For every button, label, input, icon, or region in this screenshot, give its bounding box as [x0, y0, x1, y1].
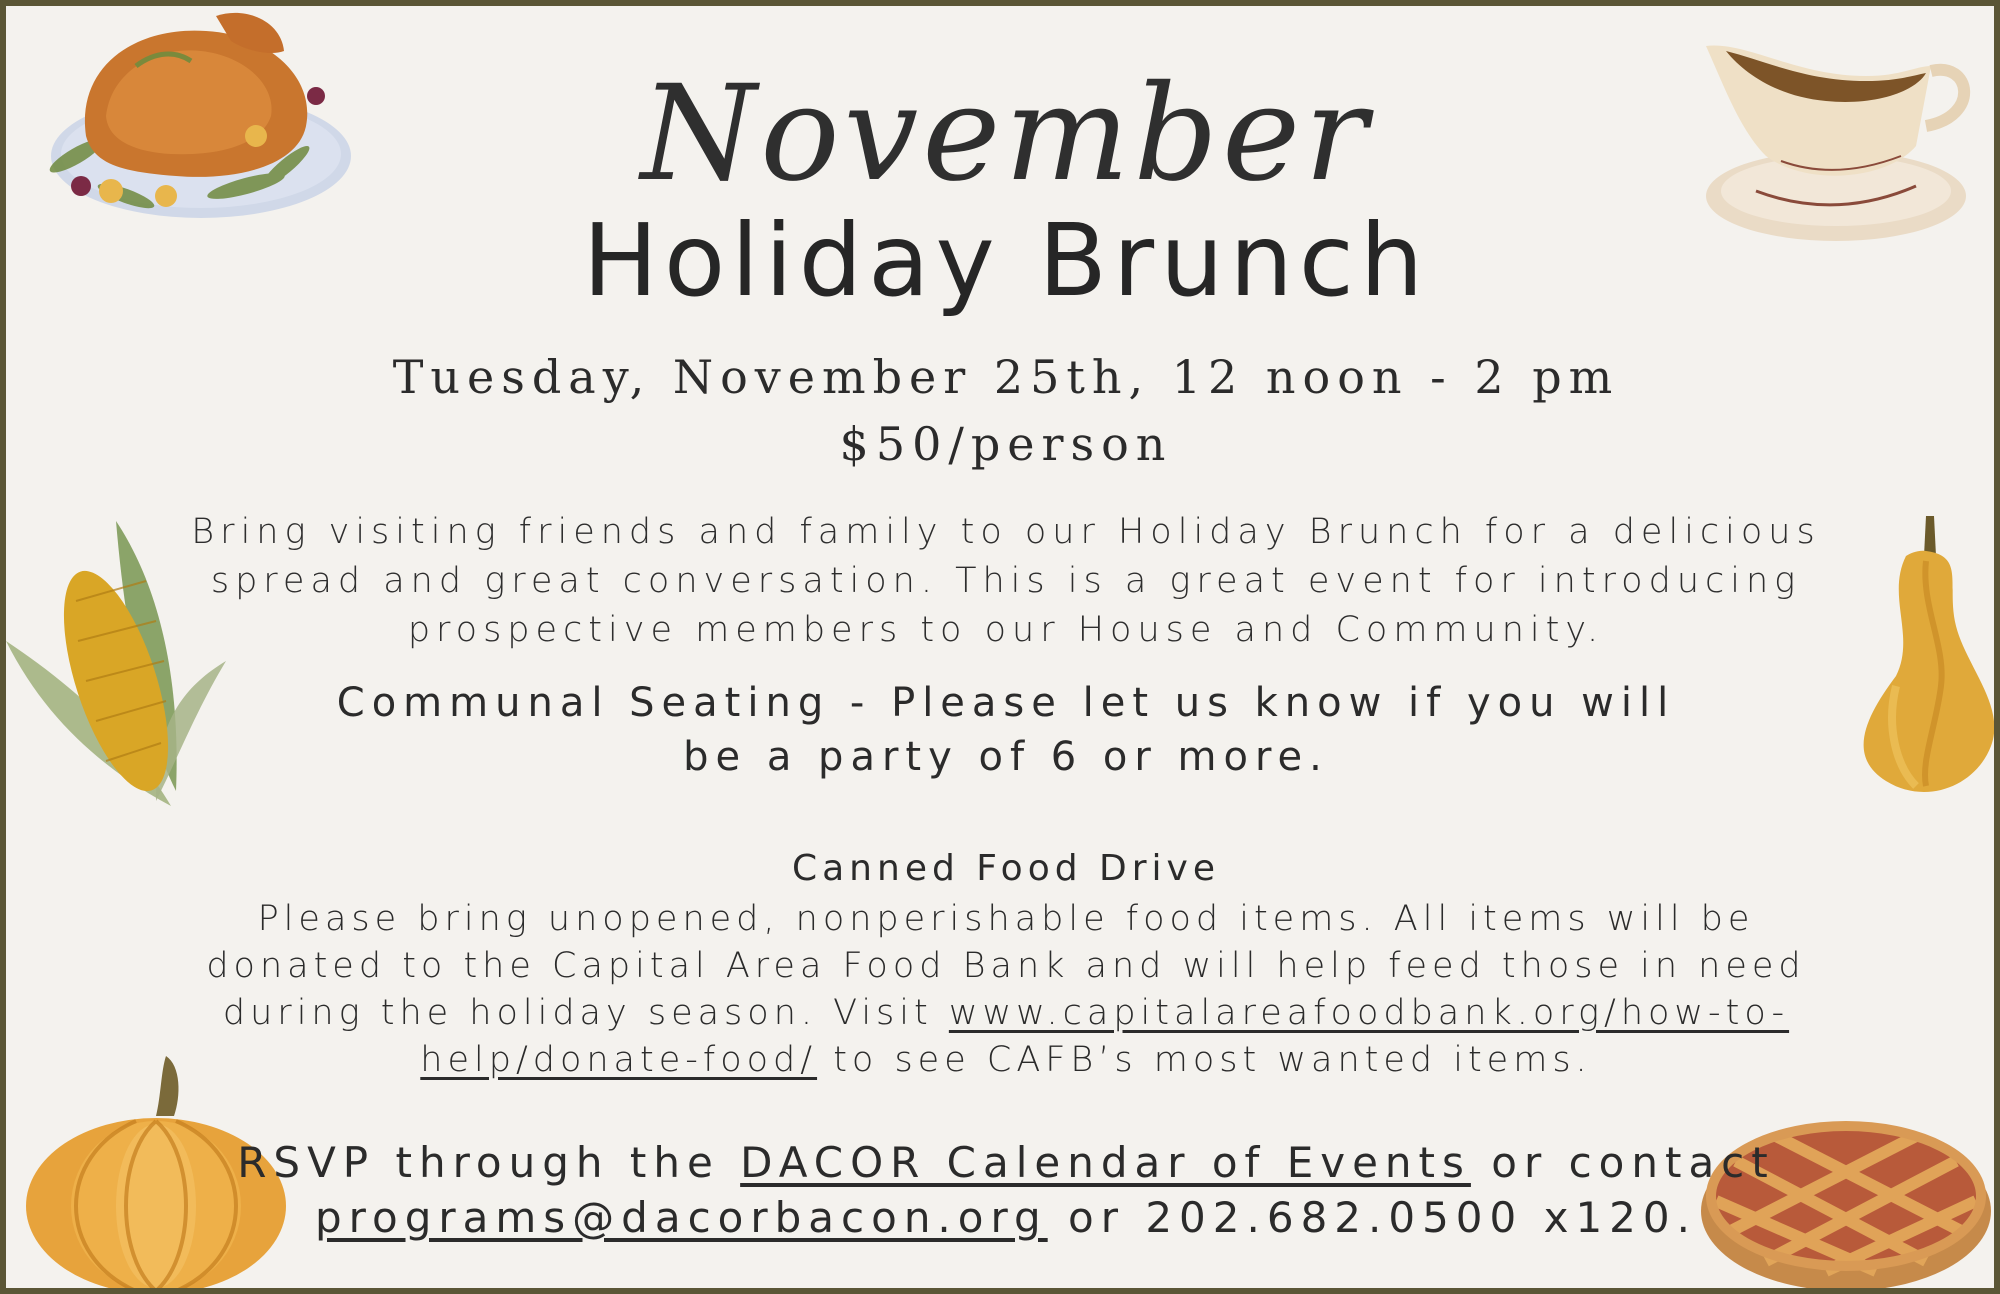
calendar-link[interactable]: DACOR Calendar of Events — [740, 1138, 1471, 1187]
seating-line: Communal Seating - Please let us know if you will — [336, 680, 1676, 726]
rsvp-line — [6, 1136, 2000, 1191]
seating-note — [6, 676, 2000, 784]
event-details — [6, 344, 2000, 477]
event-description — [6, 508, 2000, 655]
email-link[interactable]: programs@dacorbacon.org — [315, 1192, 1048, 1242]
seating-line: be a party of 6 or more. — [683, 734, 1329, 780]
food-drive-title: Canned Food Drive — [791, 848, 1221, 889]
food-drive-line — [6, 990, 2000, 1037]
event-price: $50/person — [839, 416, 1173, 471]
food-drive-visit-text: during the holiday season. Visit — [222, 992, 949, 1033]
page-title: Holiday Brunch — [582, 202, 1430, 319]
food-drive-line — [6, 1037, 2000, 1084]
rsvp-section — [6, 1136, 2000, 1245]
cafb-link-continued[interactable]: help/donate-food/ — [420, 1039, 818, 1080]
rsvp-line — [6, 1191, 2000, 1246]
description-line: prospective members to our House and Community. — [407, 610, 1605, 650]
food-drive-line: donated to the Capital Area Food Bank and will help feed those in need — [206, 945, 1806, 986]
food-drive-body — [6, 896, 2000, 1084]
script-title: November — [640, 57, 1372, 211]
event-date-time: Tuesday, November 25th, 12 noon - 2 pm — [392, 350, 1620, 404]
food-drive-line: Please bring unopened, nonperishable food items. All items will be — [257, 899, 1755, 939]
food-drive-suffix-text: to see CAFB’s most wanted items. — [817, 1039, 1592, 1080]
cafb-link[interactable]: www.capitalareafoodbank.org/how-to- — [948, 992, 1790, 1033]
description-line: spread and great conversation. This is a great event for introducing — [210, 561, 1802, 601]
description-line: Bring visiting friends and family to our Holiday Brunch for a delicious — [191, 512, 1821, 552]
rsvp-middle: or contact — [1470, 1138, 1775, 1187]
rsvp-suffix: or 202.682.0500 x120. — [1047, 1192, 1697, 1242]
rsvp-prefix: RSVP through the — [237, 1138, 741, 1187]
